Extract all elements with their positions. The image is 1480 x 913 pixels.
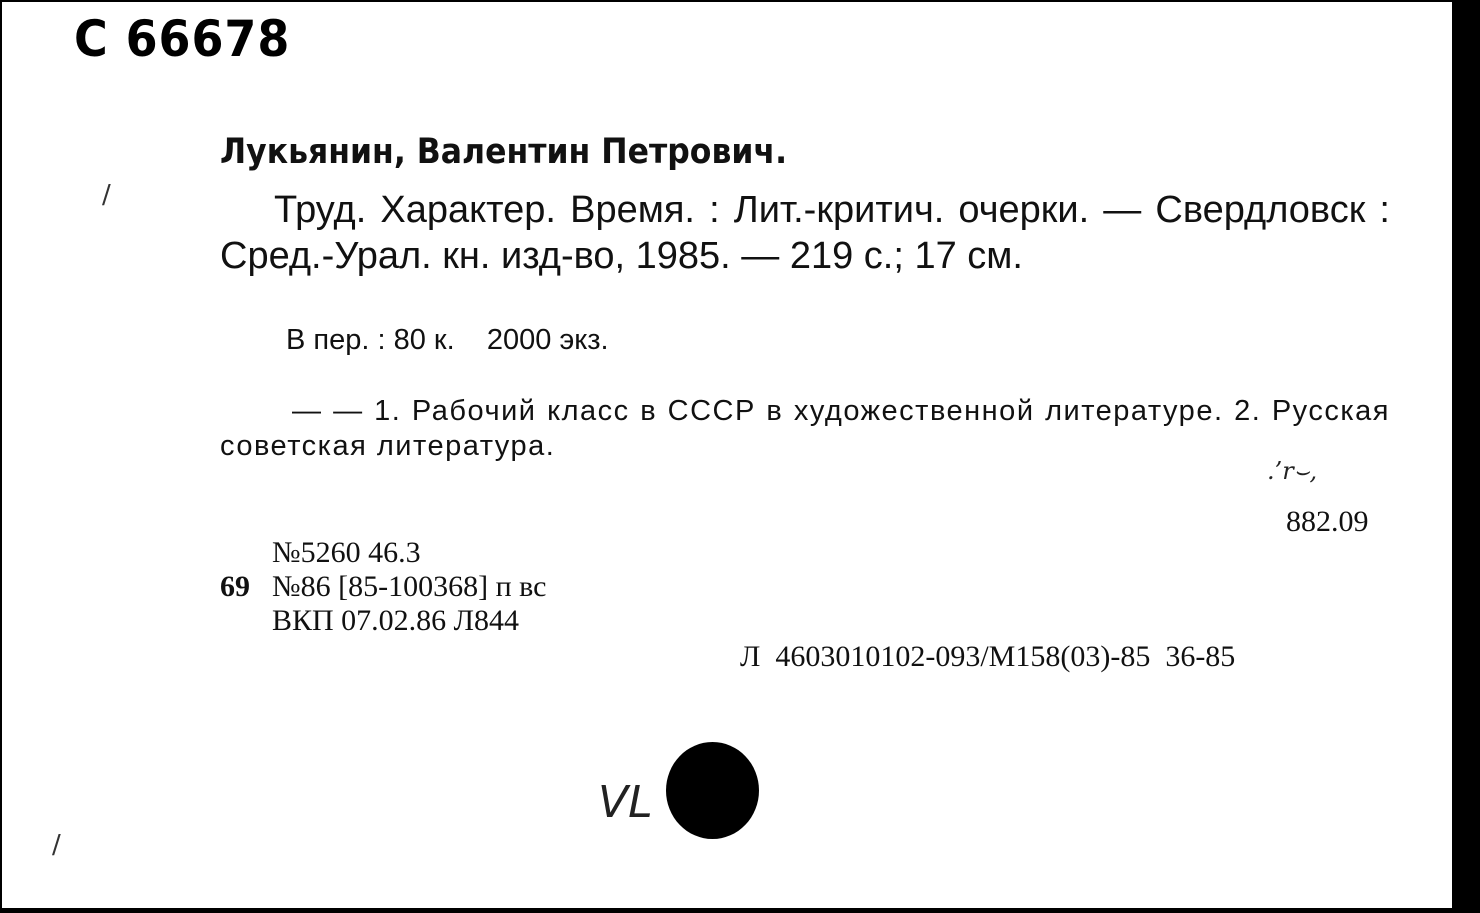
handwritten-initials: VL bbox=[598, 777, 653, 828]
filled-circle-mark bbox=[666, 742, 759, 839]
handwritten-inventory-number: C 66678 bbox=[74, 10, 291, 68]
meta-lead: 69 bbox=[220, 570, 250, 603]
pencil-tick-mark: / bbox=[52, 830, 61, 860]
handwritten-mark: .’r⌣, bbox=[1267, 457, 1318, 485]
price-and-print-run: В пер. : 80 к. 2000 экз. bbox=[286, 324, 609, 356]
meta-text: №86 [85-100368] п вс bbox=[272, 570, 547, 603]
card-meta bbox=[220, 536, 546, 638]
meta-row bbox=[220, 570, 546, 604]
meta-row bbox=[220, 536, 546, 570]
catalog-card bbox=[2, 2, 1452, 908]
scanner-dark-border bbox=[1452, 0, 1480, 913]
bibliographic-description: Труд. Характер. Время. : Лит.-критич. очерки. — Свердловск : Сред.-Урал. кн. изд-во, 1985. — 219 с.; 17 см. bbox=[220, 189, 1390, 277]
meta-text: ВКП 07.02.86 Л844 bbox=[272, 604, 520, 637]
pencil-tick-mark: / bbox=[102, 180, 111, 210]
meta-text: №5260 46.3 bbox=[272, 536, 421, 569]
meta-row bbox=[220, 604, 546, 638]
author-heading: Лукьянин, Валентин Петрович. bbox=[220, 132, 788, 172]
classification-number: 882.09 bbox=[1286, 505, 1369, 538]
publication-code: Л 4603010102-093/М158(03)-85 36-85 bbox=[740, 640, 1236, 673]
subject-headings: — — 1. Рабочий класс в СССР в художественной литературе. 2. Русская советская литература. bbox=[220, 395, 1390, 462]
